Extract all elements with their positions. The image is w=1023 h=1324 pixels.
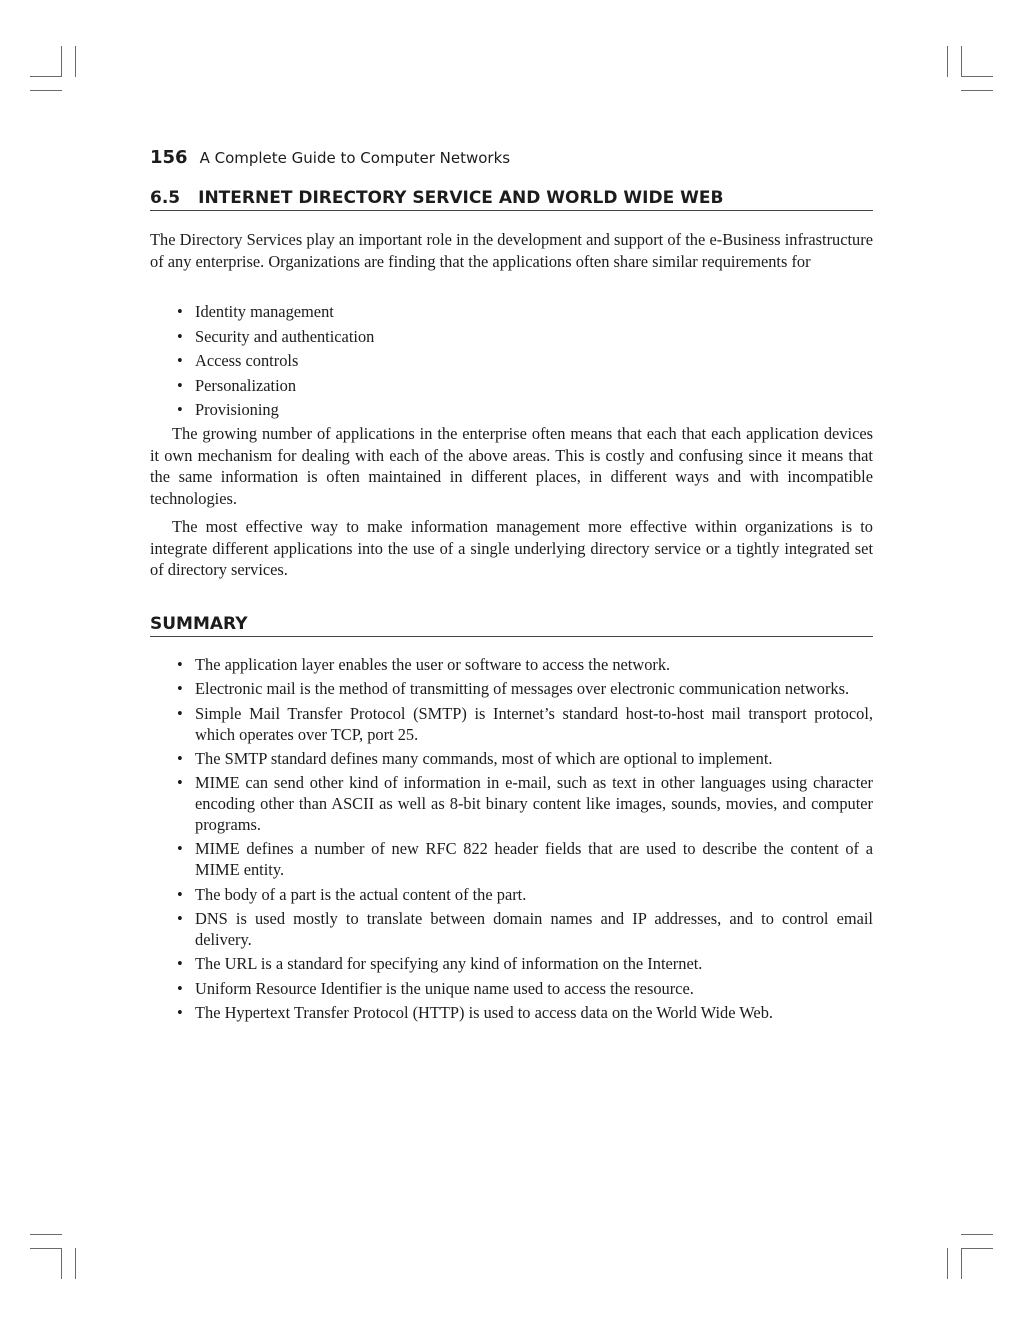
section-title: INTERNET DIRECTORY SERVICE AND WORLD WIDE WEB (198, 188, 724, 208)
list-item: • The URL is a standard for specifying any kind of information on the Internet. (177, 954, 703, 974)
crop-mark (961, 1234, 993, 1235)
bullet-icon: • (177, 978, 183, 998)
section-number: 6.5 (150, 188, 181, 208)
crop-mark (75, 1248, 76, 1279)
bullet-icon: • (177, 302, 183, 321)
list-item: • Security and authentication (150, 325, 873, 350)
summary-heading (150, 614, 873, 637)
bullet-icon: • (177, 351, 183, 370)
list-item: • The Hypertext Transfer Protocol (HTTP) is used to access data on the World Wide Web. (177, 1002, 773, 1022)
crop-mark (61, 1248, 62, 1279)
list-item: • MIME defines a number of new RFC 822 header fields that are used to describe the content of a MIME entity. (177, 839, 873, 880)
list-item: • Simple Mail Transfer Protocol (SMTP) is Internet’s standard host-to-host mail transport protocol, which operates over TCP, port 25. (177, 703, 873, 744)
crop-mark (961, 76, 993, 77)
body-paragraph: The growing number of applications in the enterprise often means that each that each application devices it own mechanism for dealing with each of the above areas. This is costly and confusing since it means that the same information is often maintained in different places, in different ways and with incompatible technologies. (150, 424, 873, 509)
crop-mark (61, 46, 62, 77)
bullet-icon: • (177, 1002, 183, 1022)
bullet-icon: • (177, 839, 183, 859)
list-item: • MIME can send other kind of information in e-mail, such as text in other languages using character encoding other than ASCII as well as 8-bit binary content like images, sounds, movies, and computer programs. (177, 773, 873, 835)
bullet-icon: • (177, 773, 183, 793)
bullet-icon: • (177, 326, 183, 346)
crop-mark (30, 90, 62, 91)
bullet-icon: • (177, 679, 183, 699)
bullet-icon: • (177, 954, 183, 974)
section-heading (150, 188, 873, 211)
list-item: • Access controls (150, 349, 873, 374)
list-item: • The application layer enables the user or software to access the network. (177, 655, 671, 674)
page-number: 156 (150, 147, 188, 168)
crop-mark (30, 1234, 62, 1235)
crop-mark (947, 46, 948, 77)
crop-mark (947, 1248, 948, 1279)
list-item: • Identity management (150, 300, 873, 325)
summary-title: SUMMARY (150, 614, 248, 634)
page-header (150, 147, 510, 168)
list-item: • The body of a part is the actual content of the part. (177, 884, 527, 904)
crop-mark (30, 1248, 62, 1249)
list-item: • Provisioning (150, 398, 873, 423)
list-item: • Electronic mail is the method of transmitting of messages over electronic communication networks. (177, 679, 850, 699)
crop-mark (961, 46, 962, 77)
bullet-icon: • (177, 748, 183, 768)
intro-paragraph: The Directory Services play an important role in the development and support of the e-Business infrastructure of any enterprise. Organizations are finding that the applications often share similar requirements for (150, 230, 873, 271)
requirements-list (150, 300, 873, 423)
list-item: • Personalization (150, 374, 873, 399)
running-title: A Complete Guide to Computer Networks (199, 149, 511, 167)
list-item: • The SMTP standard defines many commands, most of which are optional to implement. (177, 748, 773, 768)
crop-mark (961, 90, 993, 91)
body-paragraph: The most effective way to make information management more effective within organizations is to integrate different applications into the use of a single underlying directory service or a tightly integrated set of directory services. (150, 517, 873, 580)
bullet-icon: • (177, 703, 183, 723)
summary-list (150, 654, 873, 1026)
bullet-icon: • (177, 909, 183, 929)
crop-mark (75, 46, 76, 77)
crop-mark (961, 1248, 993, 1249)
crop-mark (961, 1248, 962, 1279)
bullet-icon: • (177, 655, 183, 674)
bullet-icon: • (177, 375, 183, 395)
list-item: • Uniform Resource Identifier is the unique name used to access the resource. (177, 978, 694, 998)
bullet-icon: • (177, 400, 183, 419)
crop-mark (30, 76, 62, 77)
list-item: • DNS is used mostly to translate between domain names and IP addresses, and to control email delivery. (177, 909, 873, 950)
bullet-icon: • (177, 884, 183, 904)
